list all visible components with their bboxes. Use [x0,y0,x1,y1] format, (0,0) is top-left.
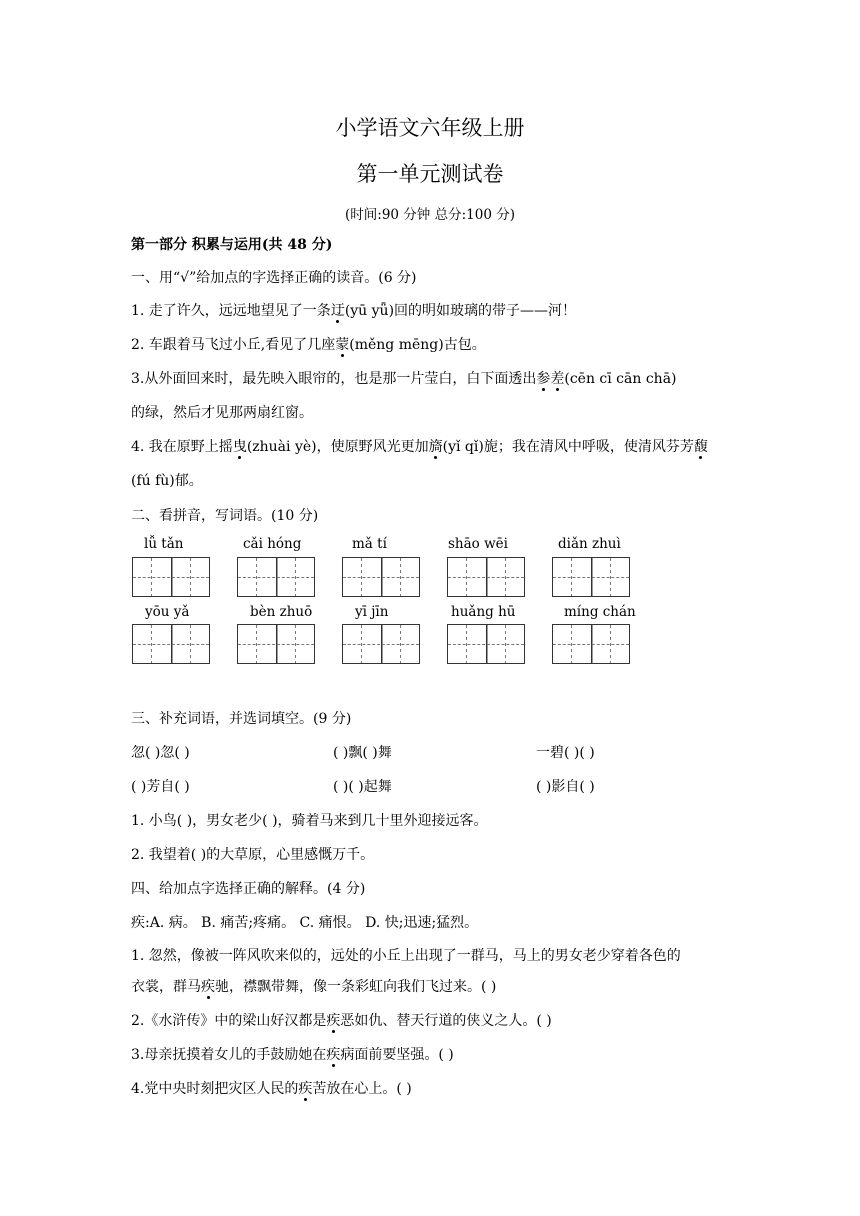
q2-heading: 二、看拼音，写词语。(10 分) [131,508,319,524]
part1-heading: 第一部分 积累与运用(共 48 分) [131,237,333,253]
q1-item4: 4. 我在原野上摇曳(zhuài yè)，使原野风光更加旖(yǐ qǐ)旎；我在清风中呼吸，使清风芬芳馥 [131,439,708,455]
q4-item4[interactable]: 4.党中央时刻把灾区人民的疾苦放在心上。( ) [131,1081,412,1097]
dotted-char: 旖 [428,439,443,455]
writing-grid[interactable] [552,557,630,597]
q3-blank-a[interactable]: 忽( )忽( ) [131,745,190,761]
dotted-char: 疾 [326,1013,341,1029]
q4-heading: 四、给加点字选择正确的解释。(4 分) [131,881,366,897]
writing-grid[interactable] [237,557,315,597]
dotted-char: 差 [550,371,565,387]
writing-grid[interactable] [342,624,420,664]
q1-item2: 2. 车跟着马飞过小丘,看见了几座蒙(měng mēng)古包。 [131,337,486,353]
q4-item1-line1: 1. 忽然，像被一阵风吹来似的，远处的小丘上出现了一群马，马上的男女老少穿着各色的 [131,948,681,964]
writing-grid[interactable] [447,624,525,664]
q4-item2[interactable]: 2.《水浒传》中的梁山好汉都是疾恶如仇、替天行道的侠义之人。( ) [131,1013,552,1029]
writing-grid[interactable] [237,624,315,664]
dotted-char: 曳 [232,439,247,455]
pinyin-label: lǚ tǎn [144,536,184,552]
dotted-char: 迂 [330,303,345,319]
q3-blank-d[interactable]: ( )芳自( ) [131,779,190,795]
pinyin-label: yōu yǎ [145,604,190,620]
writing-grid[interactable] [552,624,630,664]
q3-item2[interactable]: 2. 我望着( )的大草原，心里感慨万千。 [131,847,375,863]
dotted-char: 蒙 [335,337,350,353]
dotted-char: 疾 [298,1081,313,1097]
writing-grid[interactable] [447,557,525,597]
writing-grid[interactable] [132,557,210,597]
pinyin-label: diǎn zhuì [558,536,621,552]
dotted-char: 参 [536,371,551,387]
q3-blank-f[interactable]: ( )影自( ) [536,779,595,795]
dotted-char: 疾 [326,1047,341,1063]
dotted-char: 馥 [693,439,708,455]
q4-options: 疾:A. 病。 B. 痛苦;疼痛。 C. 痛恨。 D. 快;迅速;猛烈。 [131,915,479,931]
q1-item3-cont: 的绿，然后才见那两扇红窗。 [131,405,313,421]
exam-meta: (时间:90 分钟 总分:100 分) [345,207,515,223]
writing-grid[interactable] [132,624,210,664]
q1-heading: 一、用“√”给加点的字选择正确的读音。(6 分) [131,270,417,286]
q3-blank-c[interactable]: 一碧( )( ) [536,745,595,761]
exam-subtitle: 第一单元测试卷 [356,162,504,186]
q1-item4-cont: (fú fù)郁。 [131,473,203,489]
q3-heading: 三、补充词语，并选词填空。(9 分) [131,711,352,727]
exam-title: 小学语文六年级上册 [335,116,525,140]
q4-item3[interactable]: 3.母亲抚摸着女儿的手鼓励她在疾病面前要坚强。( ) [131,1047,454,1063]
pinyin-label: cǎi hóng [243,536,302,552]
pinyin-label: bèn zhuō [250,604,313,620]
q3-item1[interactable]: 1. 小鸟( )，男女老少( )，骑着马来到几十里外迎接远客。 [131,813,488,829]
writing-grid[interactable] [342,557,420,597]
q1-item3: 3.从外面回来时，最先映入眼帘的，也是那一片莹白，白下面透出参差(cēn cī cān chā) [131,371,677,387]
pinyin-label: yī jīn [355,604,389,620]
pinyin-label: míng chán [564,604,636,620]
pinyin-label: shāo wēi [448,536,508,552]
q3-blank-b[interactable]: ( )飘( )舞 [333,745,392,761]
pinyin-label: huǎng hū [451,604,516,620]
q1-item1: 1. 走了许久，远远地望见了一条迂(yū yǖ)回的明如玻璃的带子——河！ [131,303,577,319]
dotted-char: 疾 [201,979,215,995]
q3-blank-e[interactable]: ( )( )起舞 [333,779,392,795]
q4-item1-line2[interactable]: 衣裳，群马疾驰，襟飘带舞，像一条彩虹向我们飞过来。( ) [131,979,497,995]
pinyin-label: mǎ tí [352,536,387,552]
